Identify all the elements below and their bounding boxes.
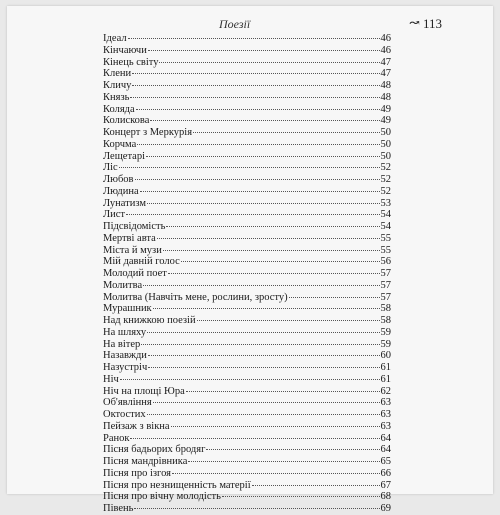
dot-leader [197,319,380,321]
dot-leader [147,331,379,333]
toc-entry [103,57,391,69]
dot-leader [140,190,380,192]
toc-entry-title: Пейзаж з вікна [103,420,170,432]
toc-entry [103,221,391,233]
dot-leader [206,448,379,450]
toc-entry-page: 61 [380,373,391,385]
toc-entry [103,503,391,515]
toc-entry-title: Людина [103,185,139,197]
toc-entry-page: 47 [380,68,391,80]
toc-entry-title: Ідеал [103,33,127,44]
dot-leader [181,260,380,262]
dot-leader [153,307,380,309]
page-number: 113 [423,16,443,31]
dot-leader [222,495,380,497]
toc-entry-title: Ліс [103,162,118,174]
dot-leader [153,401,380,403]
toc-entry-page: 49 [380,103,391,115]
toc-entry-title: Лист [103,209,125,221]
toc-entry-page: 67 [380,479,391,491]
toc-entry-page: 50 [380,150,391,162]
toc-entry-page: 47 [380,56,391,68]
toc-entry [103,480,391,492]
toc-entry-page: 61 [380,362,391,373]
toc-entry-title: Клени [103,68,132,80]
toc-entry-page: 57 [380,268,391,279]
toc-entry-title: Любов [103,174,134,185]
toc-entry-page: 48 [380,80,391,91]
dot-leader [147,413,380,415]
dot-leader [171,425,380,427]
toc-entry [103,303,391,315]
toc-entry [103,45,391,57]
toc-entry-page: 52 [380,185,391,197]
toc-entry-page: 48 [380,91,391,103]
toc-entry [103,350,391,362]
dot-leader [147,202,380,204]
toc-entry-title: На вітер [103,338,141,350]
dot-leader [146,155,380,157]
toc-entry-title: Об'явління [103,397,152,409]
toc-entry-page: 65 [380,456,391,467]
toc-entry-page: 63 [380,397,391,409]
toc-entry [103,327,391,339]
toc-entry-title: Над книжкою поезій [103,315,196,326]
toc-entry-page: 54 [380,209,391,221]
toc-entry-page: 52 [380,174,391,185]
toc-entry-page: 58 [380,303,391,315]
dot-leader [143,284,379,286]
dot-leader [163,249,380,251]
toc-entry [103,68,391,80]
toc-entry [103,397,391,409]
toc-entry [103,362,391,374]
toc-entry-page: 69 [380,503,391,514]
toc-entry [103,233,391,245]
toc-entry [103,162,391,174]
toc-entry [103,80,391,92]
dot-leader [157,237,380,239]
toc-entry-title: Коляда [103,103,135,115]
toc-entry-title: На шляху [103,326,147,338]
toc-entry-page: 64 [380,444,391,456]
dot-leader [148,49,380,51]
dot-leader [141,343,379,345]
toc-entry-page: 66 [380,467,391,479]
toc-entry [103,456,391,468]
toc-entry [103,491,391,503]
toc-entry-title: Мертві авта [103,232,156,244]
dot-leader [148,354,380,356]
toc-entry-title: Октостих [103,409,146,420]
toc-entry-title: Молитва [103,279,143,291]
running-header [7,16,493,34]
dot-leader [119,166,380,168]
toc-entry-page: 53 [380,197,391,209]
toc-entry-title: Півень [103,503,134,514]
toc-entry [103,256,391,268]
toc-entry-title: Молодий поет [103,268,167,279]
toc-entry-title: Пісня про незнищенність матерії [103,479,251,491]
toc-entry [103,292,391,304]
book-page [7,6,493,514]
toc-entry-page: 68 [380,491,391,503]
toc-entry-page: 46 [380,44,391,56]
toc-entry-title: Пісня бадьорих бродяг [103,444,206,456]
toc-entry [103,186,391,198]
toc-entry [103,245,391,257]
toc-entry-title: Кінчаючи [103,44,147,56]
toc-entry [103,444,391,456]
toc-entry [103,209,391,221]
toc-entry [103,315,391,327]
toc-entry-title: Колискова [103,115,150,127]
toc-entry-page: 57 [380,291,391,303]
toc-entry [103,115,391,127]
dot-leader [172,472,380,474]
toc-entry [103,198,391,210]
toc-entry-page: 64 [380,432,391,444]
dot-leader [188,460,379,462]
toc-entry [103,374,391,386]
toc-entry-title: Ранок [103,432,130,444]
toc-entry-page: 54 [380,221,391,232]
toc-entry [103,433,391,445]
toc-entry-page: 55 [380,232,391,244]
toc-entry-page: 50 [380,138,391,150]
toc-entry-page: 55 [380,244,391,256]
dot-leader [166,225,379,227]
dot-leader [252,484,380,486]
dot-leader [159,61,379,63]
toc-entry-title: Ніч на площі Юра [103,385,185,397]
toc-entry-title: Концерт з Меркурія [103,127,193,138]
toc-entry-page: 63 [380,409,391,420]
toc-entry-page: 46 [380,33,391,44]
dot-leader [126,213,380,215]
toc-entry [103,409,391,421]
toc-entry-page: 62 [380,385,391,397]
dot-leader [168,272,380,274]
toc-entry-page: 56 [380,256,391,268]
toc-entry-title: Назустріч [103,362,148,373]
toc-entry-title: Пісня мандрівника [103,456,188,467]
dot-leader [289,296,380,298]
dot-leader [132,72,379,74]
toc-entry [103,104,391,116]
toc-entry-page: 50 [380,127,391,138]
dot-leader [135,178,380,180]
toc-entry-page: 59 [380,326,391,338]
toc-entry-page: 58 [380,315,391,326]
toc-entry-title: Міста й музи [103,244,162,256]
dot-leader [132,84,379,86]
toc-entry-title: Мурашник [103,303,152,315]
dot-leader [130,96,379,98]
ornament-icon: ↝ [409,15,420,30]
toc-entry-page: 57 [380,279,391,291]
toc-entry-title: Лещетарі [103,150,145,162]
dot-leader [137,143,379,145]
toc-entry-page: 49 [380,115,391,127]
toc-entry-page: 60 [380,350,391,362]
toc-entry-title: Пісня про ізгоя [103,467,171,479]
dot-leader [128,37,380,39]
toc-entry [103,33,391,45]
dot-leader [148,366,379,368]
dot-leader [136,108,380,110]
section-title: Поезії [219,17,251,31]
toc-entry-title: Ніч [103,373,119,385]
toc-entry [103,268,391,280]
dot-leader [130,437,379,439]
toc-entry-title: Корчма [103,138,137,150]
toc-entry [103,421,391,433]
toc-entry-title: Лунатизм [103,197,146,209]
toc-entry [103,174,391,186]
toc-entry-page: 63 [380,420,391,432]
toc-entry [103,151,391,163]
toc-entry-page: 52 [380,162,391,174]
toc-entry-title: Пісня про вічну молодість [103,491,221,503]
dot-leader [186,390,380,392]
toc-entry [103,339,391,351]
dot-leader [120,378,380,380]
toc-entry-title: Князь [103,91,130,103]
dot-leader [193,131,379,133]
toc-entry [103,386,391,398]
dot-leader [134,507,379,509]
toc-entry-title: Мій давній голос [103,256,180,268]
toc-entry [103,468,391,480]
dot-leader [150,119,379,121]
toc-entry [103,127,391,139]
table-of-contents [103,33,391,515]
toc-entry-title: Назавжди [103,350,147,362]
toc-entry-title: Кличу [103,80,132,91]
toc-entry [103,280,391,292]
toc-entry [103,92,391,104]
toc-entry-title: Кінець світу [103,56,159,68]
toc-entry-title: Молитва (Навчіть мене, рослини, зросту) [103,291,288,303]
toc-entry-title: Підсвідомість [103,221,166,232]
toc-entry [103,139,391,151]
toc-entry-page: 59 [380,338,391,350]
